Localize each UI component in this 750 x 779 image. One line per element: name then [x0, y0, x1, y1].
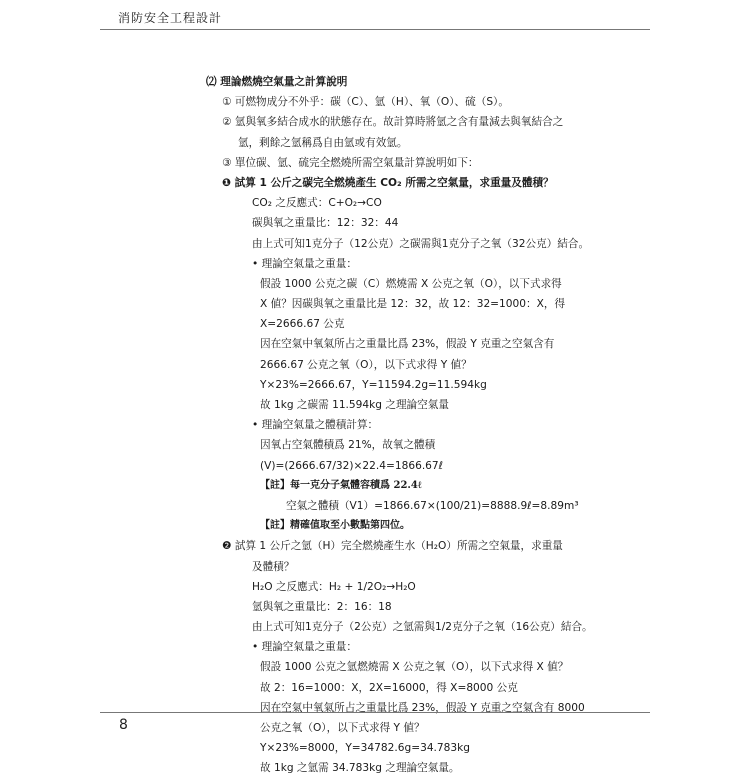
- bullet-volume-heading: • 理論空氣量之體積計算：: [252, 419, 379, 432]
- paragraph-item-1: ① 可燃物成分不外乎：碳（C）、氫（H）、氧（O）、硫（S）。: [222, 96, 509, 109]
- calc-line: 假設 1000 公克之碳（C）燃燒需 X 公克之氧（O），以下式求得: [260, 277, 562, 290]
- paragraph-item-2-line-1: ② 氫與氧多結合成水的狀態存在。故計算時將氫之含有量減去與氧結合之: [222, 116, 564, 129]
- bullet-weight-heading-2: • 理論空氣量之重量：: [252, 641, 357, 654]
- note-1: 【註】每一克分子氣體容積爲 22.4ℓ: [260, 479, 422, 491]
- calc-line: (V)=(2666.67/32)×22.4=1866.67ℓ: [260, 459, 444, 472]
- example-1-heading: ❶ 試算 1 公斤之碳完全燃燒產生 CO₂ 所需之空氣量，求重量及體積？: [222, 176, 554, 189]
- calc-line: 假設 1000 公克之氫燃燒需 X 公克之氧（O），以下式求得 X 値？: [260, 661, 569, 674]
- bullet-weight-heading-1: • 理論空氣量之重量：: [252, 257, 357, 270]
- calc-line: 因在空氣中氧氣所占之重量比爲 23%，假設 Y 克重之空氣含有: [260, 338, 555, 351]
- calc-line: 故 1kg 之氫需 34.783kg 之理論空氣量。: [260, 762, 460, 775]
- calc-line: Y×23%=8000，Y=34782.6g=34.783kg: [260, 742, 471, 755]
- calc-line: 因氧占空氣體積爲 21%，故氧之體積: [260, 439, 436, 452]
- calc-line: 2666.67 公克之氧（O），以下式求得 Y 値？: [260, 358, 472, 371]
- paragraph-item-2-line-2: 氫，剩餘之氫稱爲自由氫或有效氫。: [238, 136, 408, 149]
- calc-line: 故 1kg 之碳需 11.594kg 之理論空氣量: [260, 399, 449, 411]
- header-rule: [100, 29, 650, 30]
- paragraph-item-3: ③ 單位碳、氫、硫完全燃燒所需空氣量計算說明如下：: [222, 156, 479, 169]
- section-heading: ⑵ 理論燃燒空氣量之計算說明: [206, 76, 348, 88]
- page-body: [206, 72, 606, 779]
- weight-ratio-carbon: 碳與氧之重量比：12：32：44: [252, 217, 399, 230]
- calc-line: Y×23%=2666.67，Y=11594.2g=11.594kg: [260, 378, 487, 391]
- weight-ratio-hydrogen: 氫與氧之重量比：2：16：18: [252, 600, 392, 613]
- running-header: 消防安全工程設計: [118, 11, 223, 25]
- air-volume-formula: 空氣之體積（V1）=1866.67×(100/21)=8888.9ℓ=8.89m³: [286, 499, 579, 512]
- molecule-explanation-hydrogen: 由上式可知1克分子（2公克）之氫需與1/2克分子之氧（16公克）結合。: [252, 621, 593, 634]
- calc-line: X=2666.67 公克: [260, 318, 345, 331]
- example-2-heading-line-1: ❷ 試算 1 公斤之氫（H）完全燃燒產生水（H₂O）所需之空氣量，求重量: [222, 540, 563, 553]
- example-2-heading-line-2: 及體積？: [252, 560, 295, 573]
- reaction-formula-h2o: H₂O 之反應式：H₂ + 1/2O₂→H₂O: [252, 580, 416, 593]
- calc-line: 因在空氣中氧氣所占之重量比爲 23%，假設 Y 克重之空氣含有 8000: [260, 701, 585, 714]
- calc-line: 故 2：16=1000：X，2X=16000，得 X=8000 公克: [260, 681, 518, 694]
- note-2: 【註】精確值取至小數點第四位。: [260, 520, 410, 532]
- footer-rule: [100, 712, 650, 713]
- molecule-explanation-carbon: 由上式可知1克分子（12公克）之碳需與1克分子之氧（32公克）結合。: [252, 237, 590, 250]
- calc-line: 公克之氧（O），以下式求得 Y 値？: [260, 722, 425, 734]
- page-number: 8: [119, 717, 128, 733]
- reaction-formula-co2: CO₂ 之反應式：C+O₂→CO: [252, 197, 382, 210]
- calc-line: X 値？因碳與氧之重量比是 12：32，故 12：32=1000：X，得: [260, 298, 566, 311]
